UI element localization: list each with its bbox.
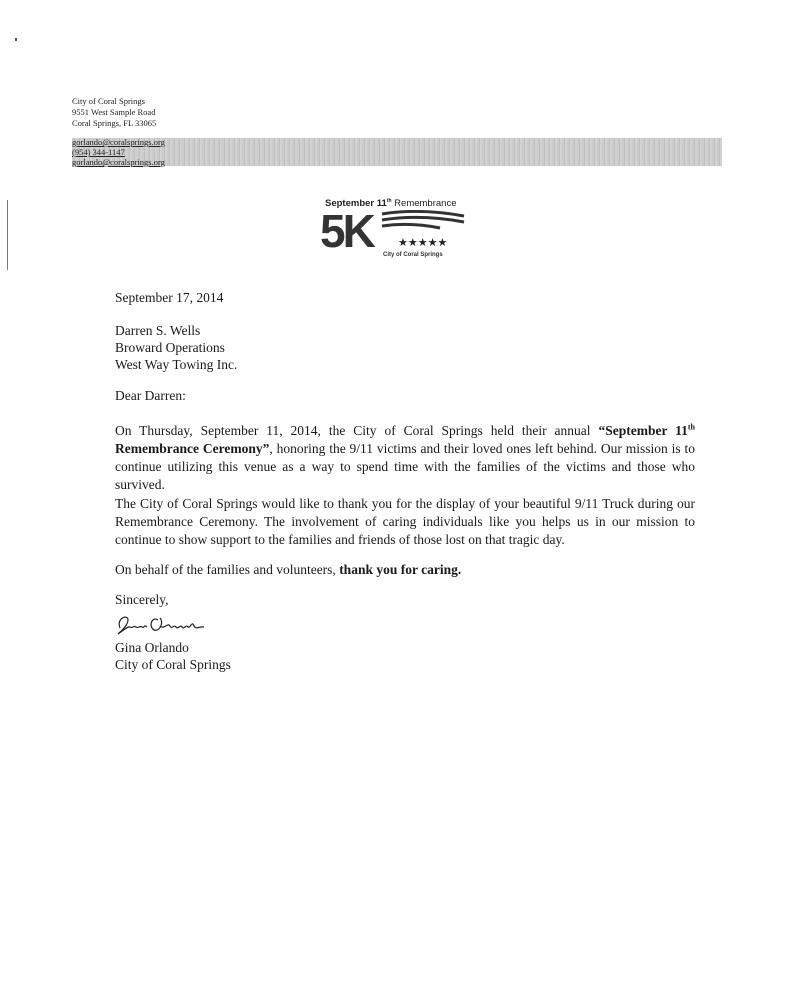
letterhead-street: 9551 West Sample Road xyxy=(72,107,156,117)
body-paragraph-3: On behalf of the families and volunteers, thank you for caring. xyxy=(115,562,462,577)
logo-5k-mark: 5K xyxy=(320,205,373,257)
scan-speck xyxy=(15,38,17,41)
salutation: Dear Darren: xyxy=(115,388,186,403)
remembrance-5k-logo xyxy=(318,198,468,264)
body-paragraph-1: On Thursday, September 11, 2014, the City of Coral Springs held their annual “September 11th Remembrance Ceremony”, honoring the 9/11 victims and their loved ones left behind. Our mission is to continue utilizing this venue as a way to spend time with the families of the victims and those who survived. xyxy=(115,422,695,492)
recipient-dept: Broward Operations xyxy=(115,340,225,355)
body-paragraph-2: The City of Coral Springs would like to thank you for the display of your beautiful 9/11 Truck during our Remembrance Ceremony. The involvement of caring individuals like you helps us in our mission to continue to show support to the families and friends of those lost on that tragic day. xyxy=(115,496,695,547)
letterhead-email: gorlando@coralsprings.org xyxy=(72,137,165,147)
logo-stars: ★★★★★ xyxy=(398,236,448,249)
recipient-name: Darren S. Wells xyxy=(115,323,201,338)
letterhead-email-2: gorlando@coralsprings.org xyxy=(72,157,165,167)
redaction-band xyxy=(72,138,722,166)
signer-org: City of Coral Springs xyxy=(115,657,231,672)
letterhead-phone: (954) 344-1147 xyxy=(72,147,125,157)
handwritten-signature xyxy=(114,612,214,638)
scan-edge-line xyxy=(7,200,8,270)
letterhead-org: City of Coral Springs xyxy=(72,96,145,106)
letter-date: September 17, 2014 xyxy=(115,290,224,305)
recipient-company: West Way Towing Inc. xyxy=(115,357,238,372)
letterhead-contact xyxy=(72,137,165,167)
closing: Sincerely, xyxy=(115,592,169,607)
letterhead-city: Coral Springs, FL 33065 xyxy=(72,118,157,128)
signer-name: Gina Orlando xyxy=(115,640,189,655)
flag-stripes-icon xyxy=(380,210,466,238)
logo-subtitle: City of Coral Springs xyxy=(383,252,443,258)
letterhead-address xyxy=(72,96,156,129)
logo-title: September 11th Remembrance xyxy=(325,198,457,210)
